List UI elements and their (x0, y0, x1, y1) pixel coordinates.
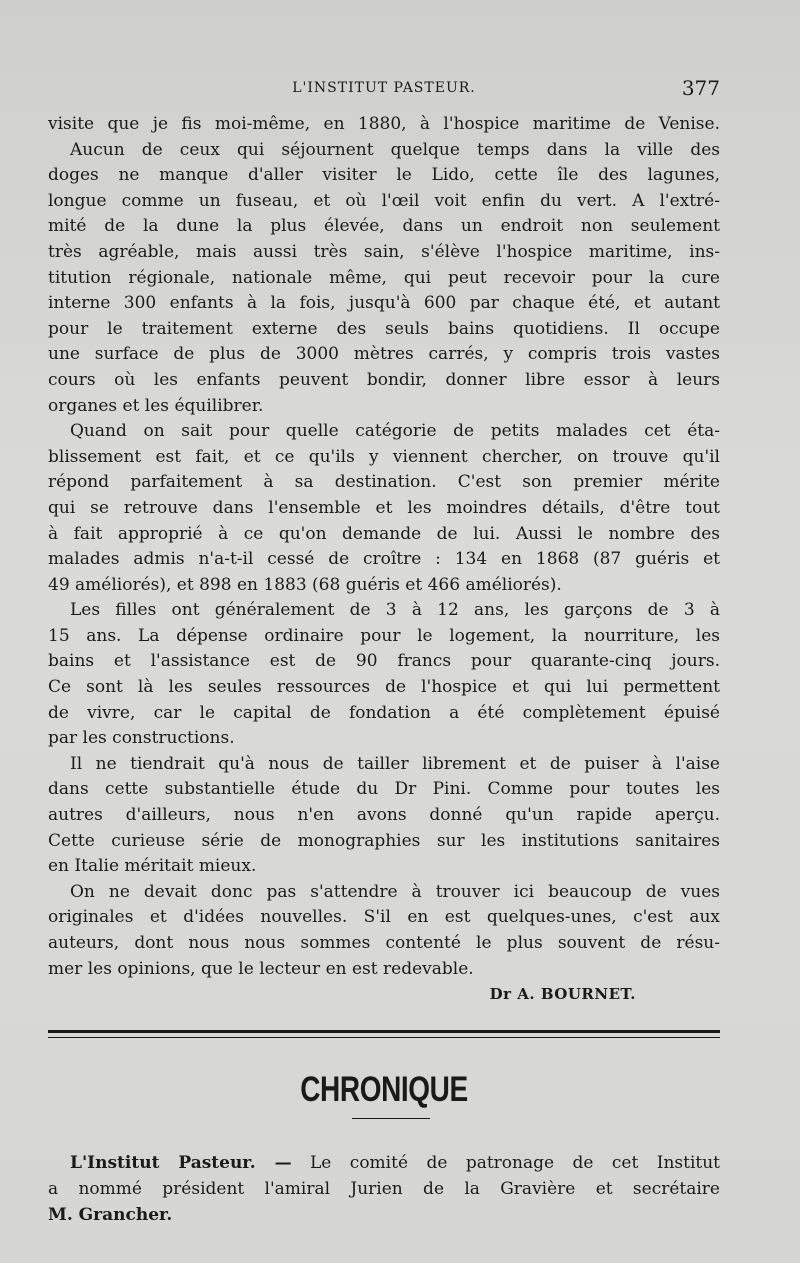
text-line: pour le traitement externe des seuls bains quotidiens. Il occupe (48, 318, 720, 339)
text-line: autres d'ailleurs, nous n'en avons donné qu'un rapide aperçu. (48, 805, 720, 826)
chronicle-line: a nommé président l'amiral Jurien de la Gravière et secrétaire (48, 1179, 720, 1199)
text-line: On ne devait donc pas s'attendre à trouver ici beaucoup de vues (70, 881, 720, 902)
text-line: blissement est fait, et ce qu'ils y viennent chercher, on trouve qu'il (48, 446, 720, 467)
text-line: Il ne tiendrait qu'à nous de tailler librement et de puiser à l'aise (70, 753, 720, 774)
text-line: titution régionale, nationale même, qui peut recevoir pour la cure (48, 267, 720, 288)
text-line: répond parfaitement à sa destination. C'est son premier mérite (48, 472, 720, 493)
heading-underline (352, 1118, 430, 1119)
page-header (48, 76, 720, 100)
chronicle-lead: L'Institut Pasteur. — (70, 1153, 292, 1173)
text-line: mer les opinions, que le lecteur en est redevable. (48, 958, 474, 979)
text-line: longue comme un fuseau, et où l'œil voit enfin du vert. A l'extré- (48, 190, 720, 211)
text-line: auteurs, dont nous nous sommes contenté le plus souvent de résu- (48, 933, 720, 953)
chronicle-body (48, 1150, 720, 1228)
text-line: Les filles ont généralement de 3 à 12 ans, les garçons de 3 à (70, 600, 720, 621)
text-line: 49 améliorés), et 898 en 1883 (68 guéris et 466 améliorés). (48, 574, 562, 595)
text-line: visite que je fis moi-même, en 1880, à l'hospice maritime de Venise. (48, 114, 720, 134)
text-line: Aucun de ceux qui séjournent quelque temps dans la ville des (70, 139, 720, 160)
text-line: à fait approprié à ce qu'on demande de lui. Aussi le nombre des (48, 523, 720, 544)
text-line: malades admis n'a-t-il cessé de croître : 134 en 1868 (87 guéris et (48, 549, 720, 570)
text-line: de vivre, car le capital de fondation a été complètement épuisé (48, 702, 720, 723)
text-line: cours où les enfants peuvent bondir, donner libre essor à leurs (48, 369, 720, 390)
text-line: dans cette substantielle étude du Dr Pini. Comme pour toutes les (48, 779, 720, 800)
text-line: par les constructions. (48, 728, 235, 749)
chronicle-line-rest: Le comité de patronage de cet Institut (291, 1153, 720, 1173)
text-line: Quand on sait pour quelle catégorie de petits malades cet éta- (70, 421, 720, 442)
divider-thick-rule (48, 1030, 720, 1033)
article-body (48, 112, 720, 1007)
text-line: très agréable, mais aussi très sain, s'élève l'hospice maritime, ins- (48, 241, 720, 262)
section-heading: CHRONIQUE (300, 1070, 468, 1109)
text-line: qui se retrouve dans l'ensemble et les moindres détails, d'être tout (48, 497, 720, 518)
text-line: interne 300 enfants à la fois, jusqu'à 600 par chaque été, et autant (48, 293, 720, 314)
text-line: organes et les équilibrer. (48, 395, 264, 416)
text-line: une surface de plus de 3000 mètres carrés, y compris trois vastes (48, 344, 720, 365)
text-line: Ce sont là les seules ressources de l'hospice et qui lui permettent (48, 677, 720, 698)
author-signature: Dr A. BOURNET. (489, 985, 636, 1004)
divider-thin-rule (48, 1037, 720, 1038)
page-number: 377 (681, 76, 720, 100)
running-title: L'INSTITUT PASTEUR. (292, 80, 476, 96)
section-divider (48, 1030, 720, 1038)
chronicle-line: M. Grancher. (48, 1205, 173, 1225)
text-line: en Italie méritait mieux. (48, 856, 257, 877)
text-line: 15 ans. La dépense ordinaire pour le logement, la nourriture, les (48, 625, 720, 646)
text-line: originales et d'idées nouvelles. S'il en est quelques-unes, c'est aux (48, 907, 720, 928)
text-line: doges ne manque d'aller visiter le Lido, cette île des lagunes, (48, 165, 720, 186)
text-line: Cette curieuse série de monographies sur les institutions sanitaires (48, 830, 720, 851)
text-line: bains et l'assistance est de 90 francs pour quarante-cinq jours. (48, 651, 720, 672)
chronicle-line (48, 1150, 720, 1176)
text-line: mité de la dune la plus élevée, dans un endroit non seulement (48, 216, 720, 237)
